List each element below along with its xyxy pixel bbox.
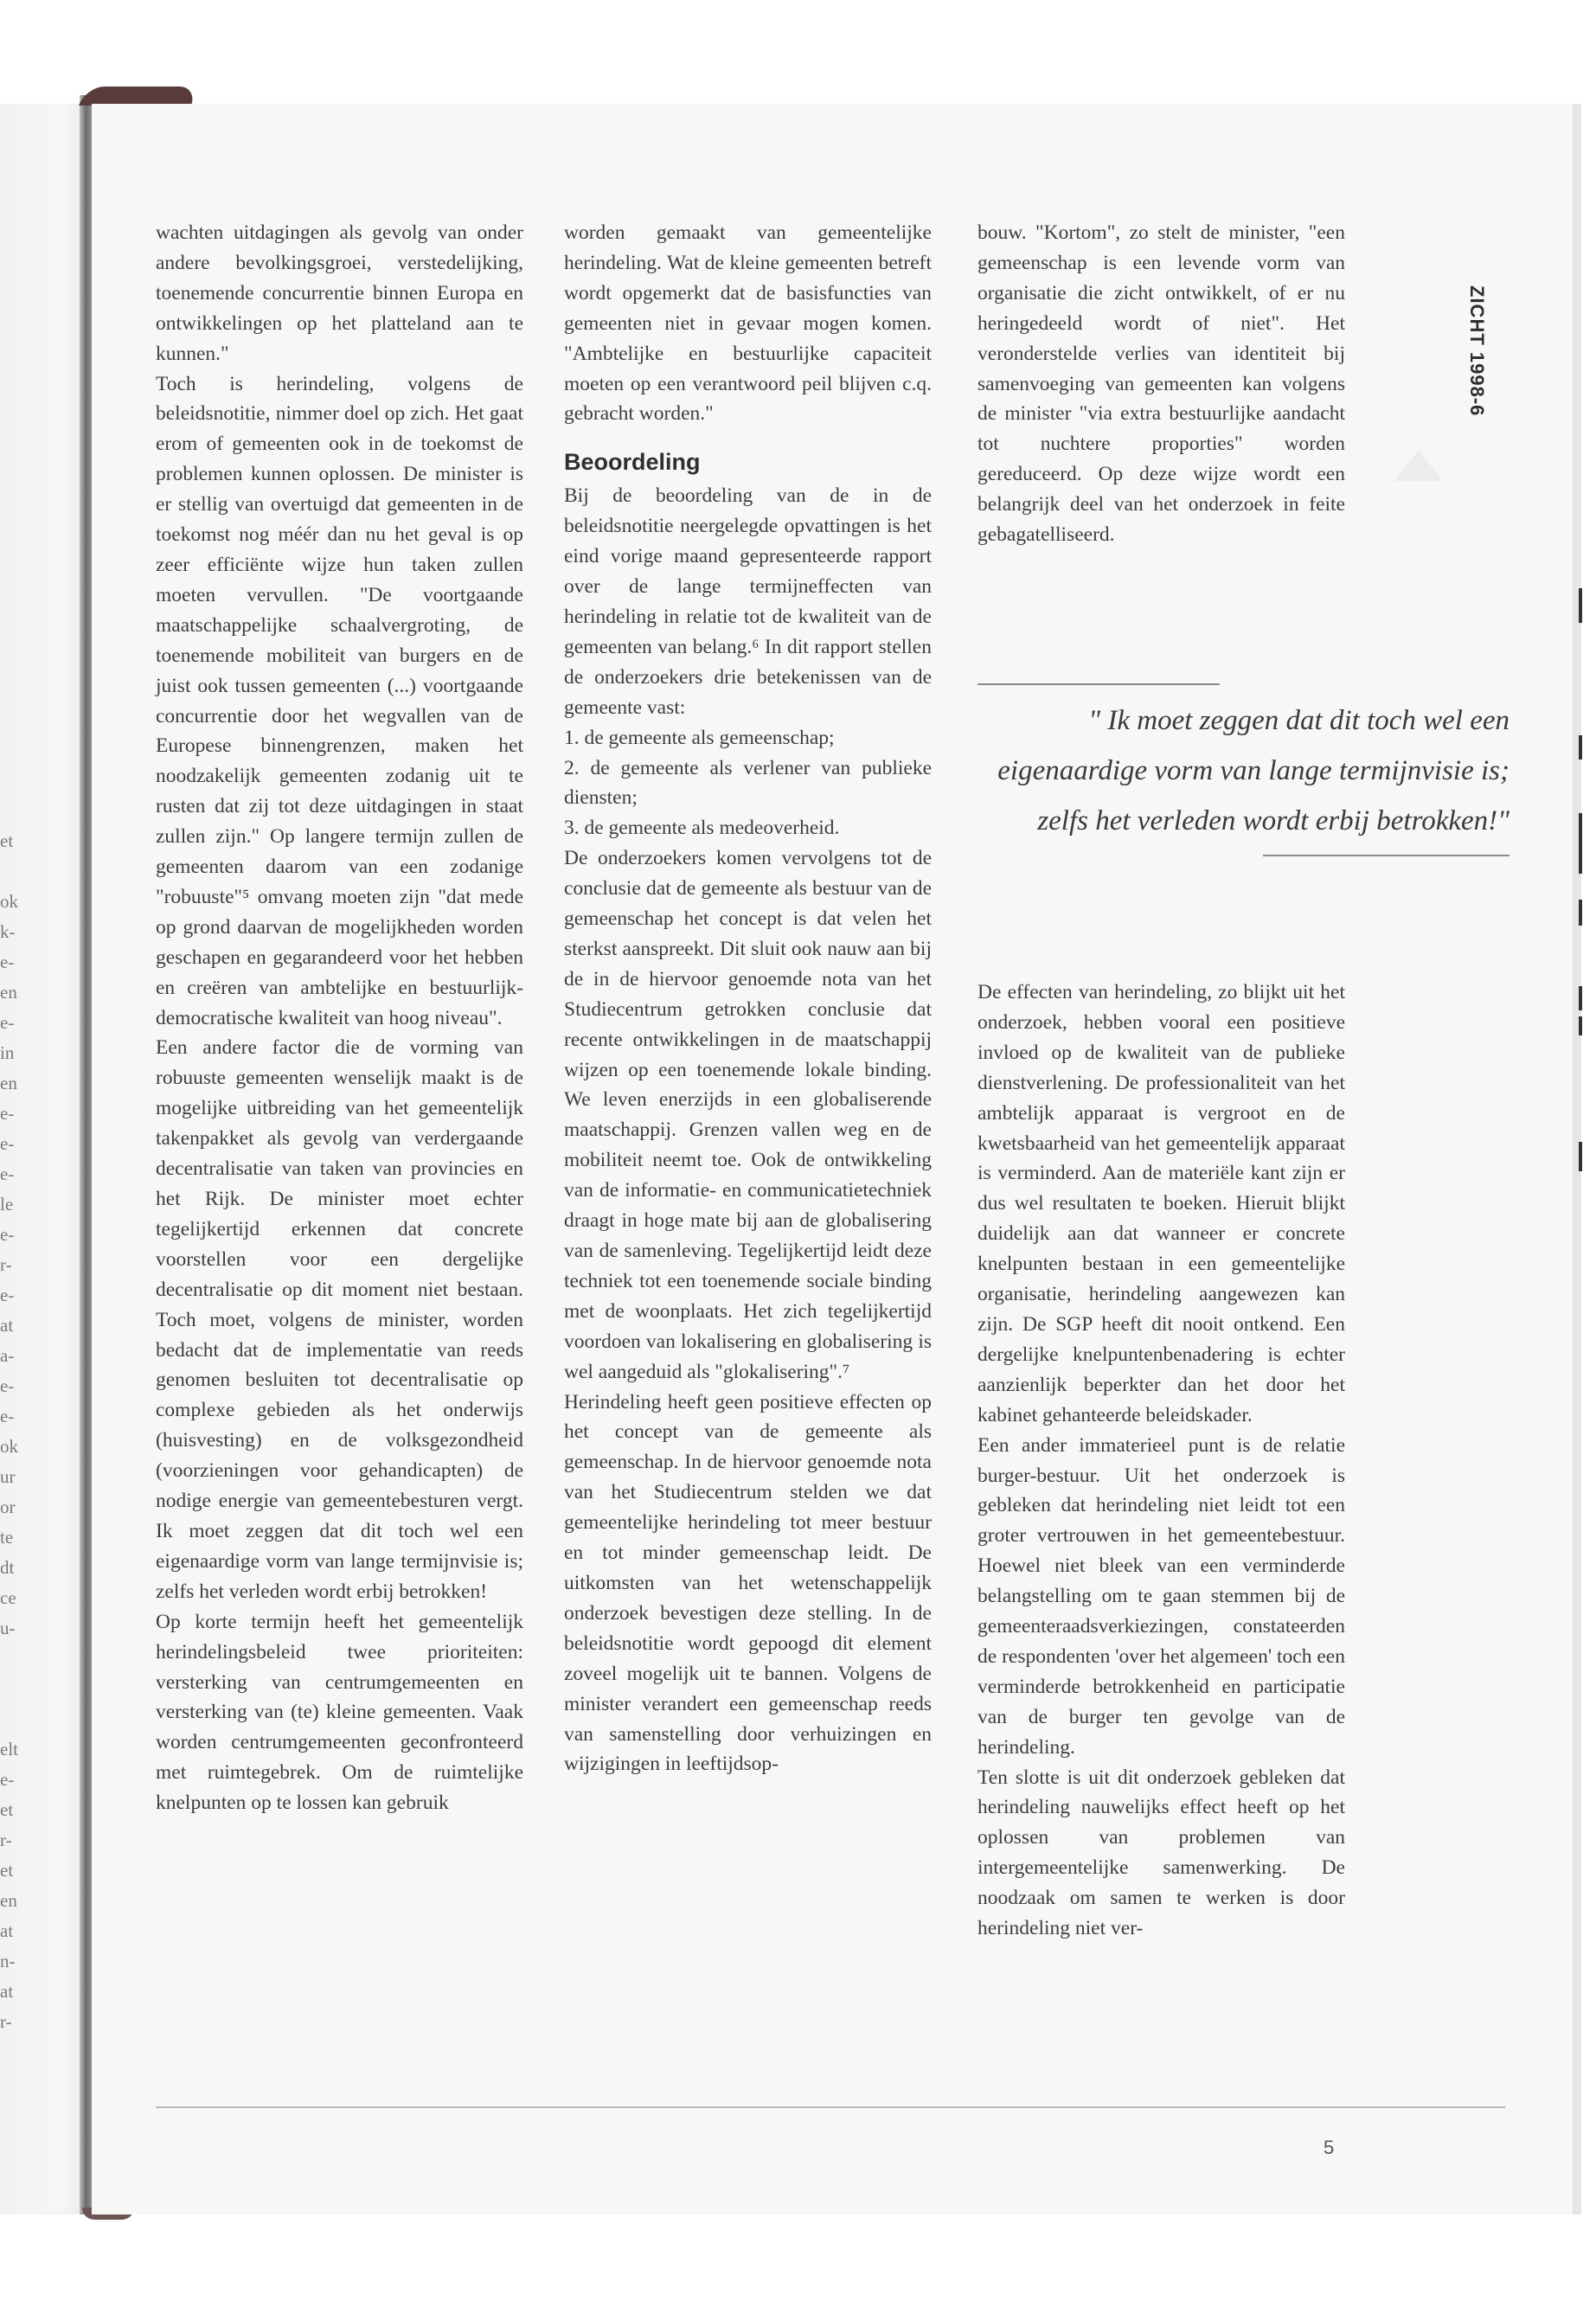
paragraph: Bij de beoordeling van de in de beleidsnotitie neergelegde opvattingen is het eind vorige maand gepresenteerde rapport over de lange termijneffecten van herindeling in relatie tot de kwaliteit van de gemeenten van belang.⁶ In dit rapport stellen de onderzoekers drie betekenissen van de gemeente vast: [564,484,932,719]
cut-text-fragment: e- [0,1224,15,1245]
issue-label: ZICHT 1998-6 [1466,285,1488,417]
cut-text-fragment: u- [0,1618,16,1638]
cut-text-fragment: ce [0,1587,16,1608]
paragraph: De effecten van herindeling, zo blijkt uit het onderzoek, hebben vooral een positieve invloed op de kwaliteit van de publieke dienstverlening. De professionaliteit van het ambtelijk apparaat is vergroot en de kwetsbaarheid van het gemeentelijk apparaat is verminderd. Aan de materiële kant zijn er dus wel resultaten te boeken. Hieruit blijkt duidelijk aan dat wanneer er concrete knelpunten bestaan in een gemeentelijke organisatie, herindeling aangewezen kan zijn. De SGP heeft dit nooit ontkend. Een dergelijke knelpuntenbenadering is echter aanzienlijk beperkter dan het door het kabinet gehanteerde beleidskader. [977,981,1345,1426]
paragraph: 2. de gemeente als verlener van publieke diensten; [564,756,932,810]
cut-text-fragment: e- [0,952,15,972]
cut-text-fragment: en [0,982,17,1003]
pullquote-line: " Ik moet zeggen dat dit toch wel een [1088,705,1509,736]
cut-text-fragment: e- [0,1103,15,1124]
cut-text-fragment [0,1674,26,1704]
text-column-3-upper [977,218,1345,550]
cut-text-fragment: e- [0,1163,15,1184]
previous-page-cut-text [0,826,26,2037]
paragraph: wachten uitdagingen als gevolg van onder andere bevolkingsgroei, verstedelijking, toenemende concurrentie binnen Europa en ontwikkelingen op het platteland aan te kunnen." [156,221,523,365]
paragraph: Herindeling heeft geen positieve effecten op het concept van de gemeente als gemeenschap. In de hiervoor genoemde nota van het Studiecentrum stelden we dat gemeentelijke herindeling tot meer bestuur en tot minder gemeenschap leidt. De uitkomsten van het wetenschappelijk onderzoek bevestigen deze stelling. In de beleidsnotitie wordt gepoogd dit element zoveel mogelijk uit te bannen. Volgens de minister verandert een gemeenschap reeds van samenstelling door verhuizingen en wijzigingen in leeftijdsop- [564,1390,932,1776]
cut-text-fragment: e- [0,1285,15,1305]
paragraph: bouw. "Kortom", zo stelt de minister, "een gemeenschap is een levende vorm van organisatie die zicht ontwikkelt, of er nu heringedeeld wordt of niet". Het veronderstelde verlies van identiteit bij samenvoeging van gemeenten kan volgens de minister "via extra bestuurlijke aandacht tot nuchtere proporties" worden gereduceerd. Op deze wijze wordt een belangrijk deel van het onderzoek in feite gebagatelliseerd. [977,221,1345,547]
cut-text-fragment: elt [0,1739,18,1759]
pullquote-line: eigenaardige vorm van lange termijnvisie is; [997,755,1509,786]
cut-text-fragment: or [0,1497,16,1517]
cut-text-fragment: e- [0,1133,15,1154]
cut-text-fragment: k- [0,921,16,942]
cut-text-fragment: ur [0,1466,16,1487]
pullquote-line: zelfs het verleden wordt erbij betrokken!" [1037,805,1509,836]
paragraph: Op korte termijn heeft het gemeentelijk herindelingsbeleid twee prioriteiten: versterking van centrumgemeenten en versterking van (te) kleine gemeenten. Vaak worden centrumgemeenten geconfronteerd met ruimtegebrek. Om de ruimtelijke knelpunten op te lossen kan gebruik [156,1610,523,1815]
paragraph: worden gemaakt van gemeentelijke herindeling. Wat de kleine gemeenten betreft wordt opgemerkt dat de basisfuncties van gemeenten niet in gevaar mogen komen. "Ambtelijke en bestuurlijke capaciteit moeten op een verantwoord peil blijven c.q. gebracht worden." [564,221,932,426]
paragraph: De onderzoekers komen vervolgens tot de conclusie dat de gemeente als bestuur van de gemeenschap het concept is dat velen het sterkst aanspreekt. Dit sluit ook nauw aan bij de in de hiervoor genoemde nota van het Studiecentrum getrokken conclusie dat recente ontwikkelingen in de maatschappij wijzen op een toenemende lokale binding. We leven enerzijds in een globaliserende maatschappij. Grenzen vallen weg en de mobiliteit neemt toe. Ook de ontwikkeling van de informatie- en communicatietechniek draagt in hoge mate bij aan de globalisering van de samenleving. Tegelijkertijd leidt deze techniek tot een toenemende sociale binding met de woonplaats. Het zich tegelijkertijd voordoen van lokalisering en globalisering is wel aangeduid als "glokalisering".⁷ [564,847,932,1383]
cut-text-fragment: ok [0,891,18,912]
paragraph: Ten slotte is uit dit onderzoek gebleken dat herindeling nauwelijks effect heeft op het oplossen van problemen van intergemeentelijke samenwerking. De noodzaak om samen te werken is door herindeling niet ver- [977,1766,1345,1940]
pullquote [977,695,1509,846]
show-through-mark [1394,450,1443,481]
paragraph: 3. de gemeente als medeoverheid. [564,817,840,840]
cut-text-fragment: e- [0,1375,15,1396]
cut-text-fragment: n- [0,1951,16,1971]
footer-rule [156,2106,1505,2108]
cut-text-fragment: e- [0,1012,15,1033]
cut-text-fragment: e- [0,1406,15,1426]
cut-text-fragment [0,1704,26,1734]
cut-text-fragment: et [0,1799,14,1820]
cut-text-fragment: et [0,830,14,851]
cut-text-fragment: et [0,1860,14,1881]
cut-text-fragment: en [0,1890,17,1911]
cut-text-fragment: ok [0,1436,18,1457]
pullquote-rule-top [977,683,1220,685]
cut-text-fragment: te [0,1527,14,1548]
paragraph: 1. de gemeente als gemeenschap; [564,726,835,749]
text-column-1 [156,218,523,1818]
paragraph: Een ander immaterieel punt is de relatie burger-bestuur. Uit het onderzoek is gebleken dat herindeling niet leidt tot een groter vertrouwen in het gemeentebestuur. Hoewel niet bleek van een verminderde belangstelling om te gaan stemmen bij de gemeenteraadsverkiezingen, constateerden de respondenten 'over het algemeen' toch een verminderde betrokkenheid en participatie van de burger ten gevolge van de herindeling. [977,1433,1345,1759]
pullquote-rule-bottom [1263,855,1509,856]
cut-text-fragment: r- [0,1254,12,1275]
cut-text-fragment: r- [0,1830,12,1850]
cut-text-fragment: dt [0,1557,15,1578]
text-column-3-lower [977,977,1345,1944]
paragraph: Toch is herindeling, volgens de beleidsnotitie, nimmer doel op zich. Het gaat erom of gemeenten ook in de toekomst de problemen kunnen oplossen. De minister is er stellig van overtuigd dat gemeenten in de toekomst nog méér dan nu het geval is op zeer efficiënte wijze hun taken zullen moeten vervullen. "De voortgaande maatschappelijke schaalvergroting, de toenemende mobiliteit van burgers en de juist ook tussen gemeenten (...) voortgaande concurrentie door het wegvallen van de Europese binnengrenzen, maken het noodzakelijk gemeenten zodanig uit te rusten dat zij tot deze uitdagingen in staat zullen zijn." Op langere termijn zullen de gemeenten daarom van een zodanige "robuuste"⁵ omvang moeten zijn "dat mede op grond daarvan de mogelijkheden worden geschapen en gegarandeerd voor het hebben en creëren van ambtelijke en bestuurlijk-democratische kwaliteit van hoog niveau". [156,372,523,1029]
cut-text-fragment: a- [0,1345,15,1366]
spine-cover-top [79,87,198,106]
cut-text-fragment [0,1644,26,1674]
cut-text-fragment: in [0,1042,15,1063]
cut-text-fragment: r- [0,2011,12,2032]
cut-text-fragment: at [0,1315,14,1336]
cut-text-fragment: at [0,1981,14,2002]
cut-text-fragment: at [0,1920,14,1941]
right-edge-marks [1579,588,1584,1194]
cut-text-fragment: en [0,1073,17,1093]
section-heading: Beoordeling [564,449,701,476]
cut-text-fragment: le [0,1194,14,1215]
page-number: 5 [1324,2137,1335,2158]
cut-text-fragment: e- [0,1769,15,1790]
text-column-2 [564,218,932,1779]
cut-text-fragment [0,856,26,887]
paragraph: Een andere factor die de vorming van robuuste gemeenten wenselijk maakt is de mogelijke uitbreiding van het gemeentelijk takenpakket als gevolg van verdergaande decentralisatie van taken van provincies en het Rijk. De minister moet echter tegelijkertijd erkennen dat concrete voorstellen voor een dergelijke decentralisatie op dit moment niet bestaan. Toch moet, volgens de minister, worden bedacht dat de implementatie van reeds genomen besluiten tot decentralisatie op complexe gebieden als het onderwijs (huisvesting) en de volksgezondheid (voorzieningen voor gehandicapten) de nodige energie van gemeentebesturen vergt. Ik moet zeggen dat dit toch wel een eigenaardige vorm van lange termijnvisie is; zelfs het verleden wordt erbij betrokken! [156,1036,523,1603]
